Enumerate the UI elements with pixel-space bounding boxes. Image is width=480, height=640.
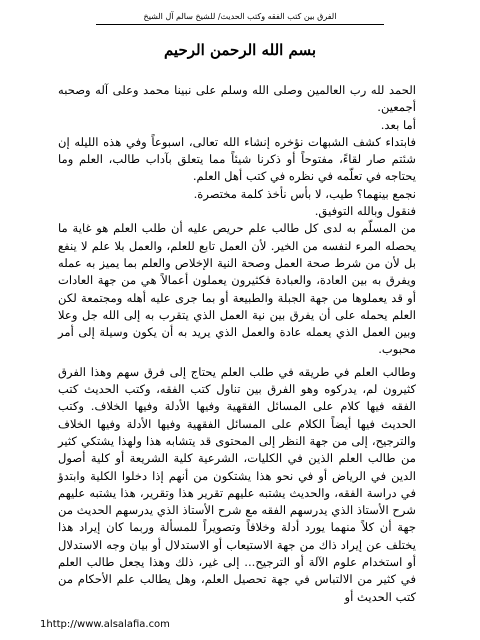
paragraph-knowledge-goal: من المسلّم به لدى كل طالب علم حريص عليه أن طلب العلم هو غاية ما يحصله المرء لنفسه من الخير. لأن العمل تابع للعلم، والعمل بلا علم لا ينفع بل لأن من شرط صحة العمل وصحة النية الإخلاص والعلم بما يميز به عمله ويفرق به بين العادة، والعبادة فكثيرون يعملون أعمالاً هي من جهة العادات أو قد يعملوها من جهة الجبلة والطبيعة أو بما جرى عليه أهله ومجتمعة لكن العلم يحمله على أن يفرق بين نية العمل الذي يتقرب به إلى الله جل وعلا وبين العمل الذي يعمله عادة والعمل الذي يريد به أن يكون وسيلة إلى أمر محبوب.	[58, 221, 416, 357]
page-header: الفرق بين كتب الفقه وكتب الحديث/ للشيخ سالم آل الشيخ	[143, 12, 337, 21]
page-footer	[40, 619, 170, 630]
document-body	[58, 82, 416, 606]
page-number: 1	[40, 619, 47, 630]
header-divider	[96, 24, 384, 25]
paragraph-tawfiq: فنقول وبالله التوفيق.	[314, 204, 416, 219]
paragraph-intro: فابتداء كشف الشبهات نؤخره إنشاء الله تعالى، اسبوعاً وفي هذه الليله إن شئتم صار لقاءً، مفتوحاً أو ذكرنا شيئاً مما يتعلق بآداب طالب، العلم وما يحتاجه في تعلّمه في نظره في كتب أهل العلم.	[58, 134, 416, 184]
paragraph-fiqh-hadith-difference: وطالب العلم في طريقه في طلب العلم يحتاج إلى فرق سهم وهذا الفرق كثيرون لم، يدركوه وهو الفرق بين تناول كتب الفقه، وكتب الحديث كتب الفقه فيها كلام على المسائل الفقهية وفيها الأدلة وفيها الخلاف. وكتب الحديث فيها أيضاً الكلام على المسائل الفقهية وفيها الأدلة وفيها الخلاف والترجيح، إلى من جهة النظر إلى المحتوى قد يتشابه هذا ولهذا يشتكي كثير من طالب العلم الذين في الكليات، الشرعية كلية الشريعة أو كلية أصول الدين في الرياض أو في نحو هذا يشتكون من أنهم إذا دخلوا الكلية وابتدؤ في دراسة الفقه، والحديث يشتبه عليهم تقرير هذا وتقرير، هذا يشتبه عليهم شرح الأستاذ الذي يدرسهم الفقه مع شرح الأستاذ الذي يدرسهم الحديث من جهة أن كلاً منهما يورد أدلة وخلافاً وتصويراً للمسألة وربما كان إيراد هذا يختلف عن إيراد ذاك من جهة الاستيعاب أو الاستدلال أو بيان وجه الاستدلال أو استخدام علوم الآلة أو الترجيح... إلى غير، ذلك وهذا يجعل طالب العلم في كثير من الالتباس في جهة تحصيل العلم، وهل يطالب علم الأحكام من كتب الحديث أو	[58, 364, 416, 604]
basmala-heading: بسم الله الرحمن الرحيم	[163, 41, 317, 59]
paragraph-combine: نجمع بينهما؟ طيب، لا بأس نأخذ كلمة مختصرة.	[193, 186, 416, 201]
paragraph-opening-praise: الحمد لله رب العالمين وصلى الله وسلم على نبينا محمد وعلى آله وصحبه أجمعين.	[58, 83, 416, 115]
paragraph-amma-bad: أما بعد.	[380, 117, 416, 132]
footer-url-link[interactable]: http://www.alsalafia.com	[46, 619, 170, 630]
